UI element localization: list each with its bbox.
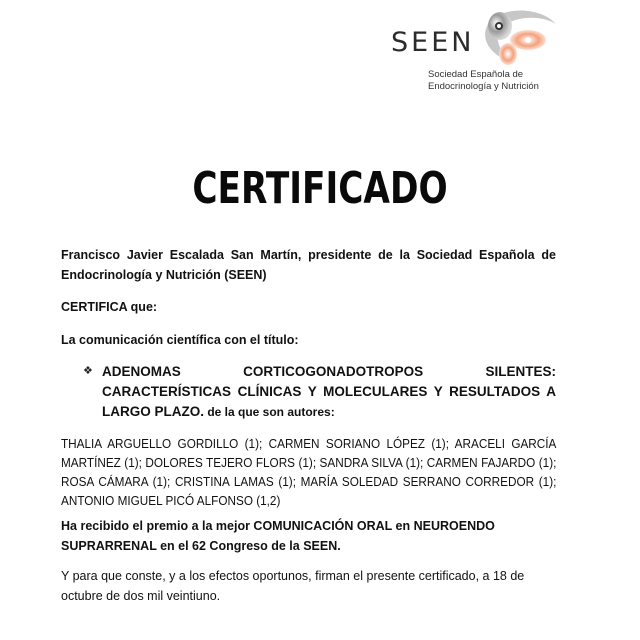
logo-subtitle-line2: Endocrinología y Nutrición [428, 81, 539, 92]
certifica-label: CERTIFICA que: [61, 300, 158, 314]
logo-wordmark: SEEN [391, 27, 475, 58]
seen-logo [388, 6, 568, 90]
intro-paragraph: Francisco Javier Escalada San Martín, presidente de la Sociedad Española de Endocrinología y Nutrición (SEEN) [61, 248, 556, 282]
closing-statement: Y para que conste, y a los efectos oportunos, firman el presente certificado, a 18 de octubre de dos mil veintiuno. [61, 569, 525, 603]
communication-title-suffix: de la que son autores: [204, 405, 335, 419]
comunicacion-label: La comunicación científica con el título: [61, 333, 299, 347]
communication-title-text: ADENOMAS CORTICOGONADOTROPOS SILENTES: CARACTERÍSTICAS CLÍNICAS Y MOLECULARES Y RESULTADOS A LARGO PLAZO. [102, 364, 556, 419]
communication-title-block [83, 362, 556, 422]
certificate-title: CERTIFICADO [192, 163, 448, 214]
logo-subtitle-line1: Sociedad Española de [428, 69, 524, 80]
seen-emblem-icon [470, 6, 562, 66]
authors-list: THALIA ARGUELLO GORDILLO (1); CARMEN SORIANO LÓPEZ (1); ARACELI GARCÍA MARTÍNEZ (1); DOLORES TEJERO FLORS (1); SANDRA SILVA (1); CARMEN FAJARDO (1); ROSA CÁMARA (1); CRISTINA LAMAS (1); MARÍA SOLEDAD SERRANO CORREDOR (1); ANTONIO MIGUEL PICÓ ALFONSO (1,2) [61, 437, 557, 508]
diamond-bullet-icon: ❖ [83, 365, 93, 377]
award-statement: Ha recibido el premio a la mejor COMUNICACIÓN ORAL en NEUROENDO SUPRARRENAL en el 62 Congreso de la SEEN. [61, 519, 495, 553]
communication-title [102, 362, 556, 422]
logo-subtitle [428, 69, 539, 93]
